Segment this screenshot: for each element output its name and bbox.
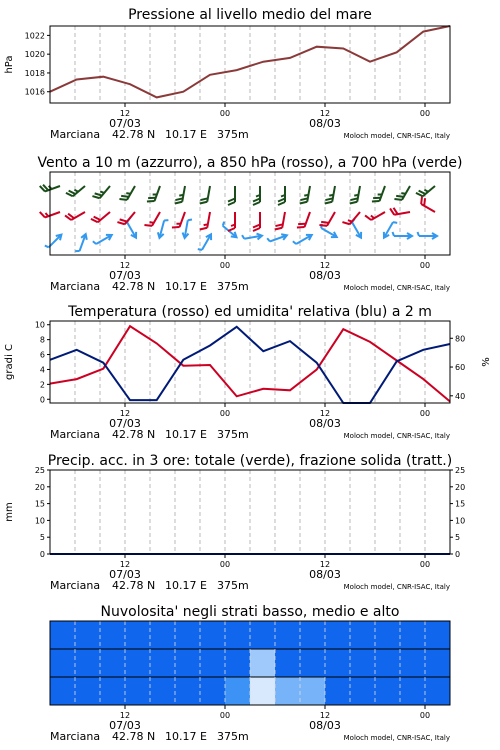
model-credit: Moloch model, CNR-ISAC, Italy <box>343 432 450 440</box>
pressure-chart <box>4 7 450 141</box>
barb-half-feather <box>281 195 285 197</box>
barb-feather <box>228 199 235 202</box>
barb-shaft <box>350 212 360 224</box>
site-lat: 42.78 N <box>112 579 156 592</box>
wind-barb <box>275 211 285 231</box>
cloud-cell <box>275 677 300 705</box>
barb-half-feather <box>45 244 49 248</box>
x-tick-label: 12 <box>319 261 331 270</box>
model-credit: Moloch model, CNR-ISAC, Italy <box>343 132 450 140</box>
barb-shaft <box>327 212 335 226</box>
barb-shaft <box>352 222 360 236</box>
barb-feather <box>253 199 260 202</box>
chart-title: Pressione al livello medio del mare <box>128 7 372 23</box>
wind-barb <box>172 210 185 230</box>
date-label: 08/03 <box>309 417 341 430</box>
barb-feather <box>253 202 260 205</box>
barb-half-feather <box>75 250 79 253</box>
wind-barb <box>200 211 210 231</box>
wind-series <box>40 179 435 205</box>
wind-barb <box>350 185 360 205</box>
site-alt: 375m <box>217 128 249 141</box>
cloud-cell <box>300 677 325 705</box>
model-credit: Moloch model, CNR-ISAC, Italy <box>343 734 450 742</box>
site-lon: 10.17 E <box>165 579 207 592</box>
x-tick-label: 12 <box>319 711 331 720</box>
barb-half-feather <box>267 238 270 242</box>
barb-shaft <box>80 236 85 251</box>
site-name: Marciana <box>50 730 101 743</box>
barb-half-feather <box>293 241 296 245</box>
chart-title: Precip. acc. in 3 ore: totale (verde), frazione solida (tratt.) <box>47 453 453 469</box>
chart-title: Temperatura (rosso) ed umidita' relativa (blu) a 2 m <box>68 304 432 320</box>
y2-tick-label: 20 <box>455 482 466 492</box>
barb-shaft <box>180 212 185 227</box>
wind-barb <box>372 184 385 204</box>
barb-half-feather <box>242 235 244 239</box>
wind-barb <box>119 183 135 203</box>
barb-shaft <box>332 186 335 202</box>
y-tick-label: 10 <box>34 516 45 526</box>
y2-tick-label: 40 <box>455 391 466 401</box>
y-tick-label: 6 <box>39 350 45 360</box>
site-lon: 10.17 E <box>165 128 207 141</box>
barb-shaft <box>73 186 85 196</box>
chart-title: Vento a 10 m (azzurro), a 850 hPa (rosso), a 700 hPa (verde) <box>37 155 463 171</box>
wind-barb <box>393 232 413 239</box>
wind-barb <box>242 232 262 242</box>
x-tick-label: 00 <box>219 261 231 270</box>
x-tick-label: 12 <box>319 409 331 418</box>
y-tick-label: 0 <box>39 395 45 405</box>
barb-feather <box>300 201 307 205</box>
wind-barb <box>182 218 192 238</box>
barb-half-feather <box>188 219 192 221</box>
site-name: Marciana <box>50 428 101 441</box>
y-tick-label: 1020 <box>24 50 45 60</box>
barb-feather <box>253 228 260 231</box>
site-alt: 375m <box>217 730 249 743</box>
wind-barb <box>297 210 310 230</box>
cloud-cell <box>250 649 275 677</box>
barb-shaft <box>307 186 310 202</box>
barb-shaft <box>182 186 185 202</box>
barb-feather <box>365 214 371 222</box>
site-alt: 375m <box>217 579 249 592</box>
wind-barb <box>278 186 285 205</box>
barb-shaft <box>207 186 210 202</box>
date-label: 08/03 <box>309 568 341 581</box>
barb-half-feather <box>393 221 397 224</box>
y-tick-label: 2 <box>39 380 45 390</box>
site-name: Marciana <box>50 579 101 592</box>
panel-frame <box>50 321 450 403</box>
y-tick-label: 1022 <box>24 31 45 41</box>
barb-feather <box>175 201 182 205</box>
y2-tick-label: 10 <box>455 516 466 526</box>
wind-barb <box>325 185 335 205</box>
wind-barb <box>123 216 142 239</box>
barb-shaft <box>127 222 135 236</box>
wind-barb <box>45 232 64 251</box>
wind-barb <box>66 181 85 199</box>
x-tick-label: 00 <box>419 711 431 720</box>
wind-barb <box>117 208 135 227</box>
barb-feather <box>228 228 235 231</box>
x-tick-label: 12 <box>119 109 131 118</box>
site-name: Marciana <box>50 280 101 293</box>
barb-feather <box>278 199 285 202</box>
cloud-cell <box>225 677 250 705</box>
barb-shaft <box>371 212 385 220</box>
x-tick-label: 00 <box>219 560 231 569</box>
barb-feather <box>200 227 207 231</box>
y-tick-label: 25 <box>34 466 45 475</box>
wind-barb <box>91 207 110 225</box>
barb-half-feather <box>378 193 382 196</box>
wind-barb <box>293 232 313 248</box>
y-axis-label: mm <box>4 502 15 522</box>
barb-shaft <box>385 222 393 236</box>
barb-half-feather <box>93 241 96 245</box>
site-lon: 10.17 E <box>165 428 207 441</box>
site-lat: 42.78 N <box>112 280 156 293</box>
barb-shaft <box>421 204 435 212</box>
barb-shaft <box>152 212 160 226</box>
barb-shaft <box>207 212 210 228</box>
chart-title: Nuvolosita' negli strati basso, medio e alto <box>100 604 400 620</box>
temperature-chart <box>4 304 492 441</box>
x-tick-label: 12 <box>319 560 331 569</box>
y2-tick-label: 5 <box>455 533 461 543</box>
barb-feather <box>325 201 332 205</box>
barb-shaft <box>270 236 285 241</box>
y-tick-label: 4 <box>39 365 45 375</box>
wind-chart <box>37 155 462 293</box>
barb-half-feather <box>176 222 180 225</box>
barb-feather <box>40 211 45 219</box>
cloud-cell <box>250 677 275 705</box>
y-tick-label: 20 <box>34 482 45 492</box>
barb-half-feather <box>231 225 235 227</box>
barb-feather <box>147 199 155 204</box>
barb-shaft <box>423 186 435 196</box>
y2-tick-label: 25 <box>455 466 466 475</box>
y2-axis-label: % <box>481 357 492 367</box>
y-tick-label: 10 <box>34 320 45 330</box>
y2-tick-label: 15 <box>455 499 466 509</box>
barb-feather <box>297 225 305 230</box>
site-lon: 10.17 E <box>165 280 207 293</box>
x-tick-label: 12 <box>119 409 131 418</box>
barb-shaft <box>282 212 285 228</box>
wind-barb <box>418 232 438 239</box>
y-axis-label: hPa <box>4 55 15 74</box>
wind-barb <box>93 232 113 248</box>
date-label: 07/03 <box>109 568 141 581</box>
date-label: 08/03 <box>309 117 341 130</box>
date-label: 07/03 <box>109 117 141 130</box>
barb-shaft <box>98 212 110 222</box>
date-label: 08/03 <box>309 719 341 732</box>
date-label: 07/03 <box>109 417 141 430</box>
wind-barb <box>253 186 260 205</box>
barb-shaft <box>321 228 335 236</box>
wind-barb <box>75 233 88 254</box>
barb-shaft <box>125 212 135 224</box>
x-tick-label: 00 <box>419 560 431 569</box>
wind-barb <box>300 185 310 205</box>
y2-tick-label: 80 <box>455 334 466 344</box>
y-tick-label: 1018 <box>24 68 45 78</box>
y-tick-label: 8 <box>39 335 45 345</box>
y-tick-label: 1016 <box>24 87 45 97</box>
barb-feather <box>275 227 282 231</box>
barb-half-feather <box>100 190 104 194</box>
barb-half-feather <box>256 195 260 197</box>
barb-feather <box>200 201 207 205</box>
site-lon: 10.17 E <box>165 730 207 743</box>
barb-shaft <box>96 236 110 244</box>
wind-barb <box>144 209 160 229</box>
site-lat: 42.78 N <box>112 428 156 441</box>
barb-half-feather <box>126 192 130 195</box>
y-tick-label: 15 <box>34 499 45 509</box>
barb-feather <box>350 201 357 205</box>
precipitation-chart <box>4 453 465 592</box>
x-tick-label: 12 <box>319 109 331 118</box>
barb-half-feather <box>393 232 395 236</box>
x-tick-label: 00 <box>419 261 431 270</box>
barb-shaft <box>71 212 85 220</box>
wind-barb <box>419 196 439 212</box>
barb-shaft <box>357 186 360 202</box>
barb-feather <box>253 225 260 228</box>
x-tick-label: 00 <box>419 109 431 118</box>
wind-barb <box>416 181 435 199</box>
barb-feather <box>228 202 235 205</box>
wind-barb <box>200 185 210 205</box>
barb-shaft <box>202 236 210 250</box>
x-tick-label: 12 <box>119 560 131 569</box>
x-tick-label: 00 <box>419 409 431 418</box>
y2-tick-label: 60 <box>455 363 466 373</box>
site-lat: 42.78 N <box>112 730 156 743</box>
y-axis-label: gradi C <box>4 344 15 380</box>
wind-barb <box>157 218 169 239</box>
date-label: 07/03 <box>109 269 141 282</box>
x-tick-label: 00 <box>219 109 231 118</box>
barb-half-feather <box>401 192 405 195</box>
wind-barb <box>253 212 260 231</box>
date-label: 07/03 <box>109 719 141 732</box>
cloud-chart <box>50 604 450 743</box>
site-alt: 375m <box>217 280 249 293</box>
date-label: 08/03 <box>309 269 341 282</box>
barb-feather <box>278 202 285 205</box>
wind-barb <box>342 208 360 227</box>
y2-tick-label: 0 <box>455 550 461 559</box>
wind-barb <box>267 232 288 245</box>
site-alt: 375m <box>217 428 249 441</box>
wind-series <box>45 216 437 253</box>
x-tick-label: 12 <box>119 711 131 720</box>
barb-half-feather <box>418 232 420 236</box>
x-tick-label: 00 <box>219 711 231 720</box>
barb-feather <box>172 225 180 230</box>
wind-barb <box>319 209 335 229</box>
site-lat: 42.78 N <box>112 128 156 141</box>
x-tick-label: 12 <box>119 261 131 270</box>
wind-barb <box>147 184 160 204</box>
barb-shaft <box>160 221 164 236</box>
model-credit: Moloch model, CNR-ISAC, Italy <box>343 284 450 292</box>
site-name: Marciana <box>50 128 101 141</box>
x-tick-label: 00 <box>219 409 231 418</box>
barb-shaft <box>296 236 310 244</box>
barb-feather <box>372 199 380 204</box>
wind-barb <box>394 183 410 203</box>
barb-half-feather <box>164 219 168 221</box>
barb-shaft <box>305 212 310 227</box>
model-credit: Moloch model, CNR-ISAC, Italy <box>343 583 450 591</box>
wind-barb <box>228 186 235 205</box>
wind-barb <box>92 182 110 201</box>
wind-barb <box>228 212 235 231</box>
y-tick-label: 0 <box>39 550 45 559</box>
y-tick-label: 5 <box>39 533 45 543</box>
barb-half-feather <box>153 193 157 196</box>
wind-barb <box>175 185 185 205</box>
